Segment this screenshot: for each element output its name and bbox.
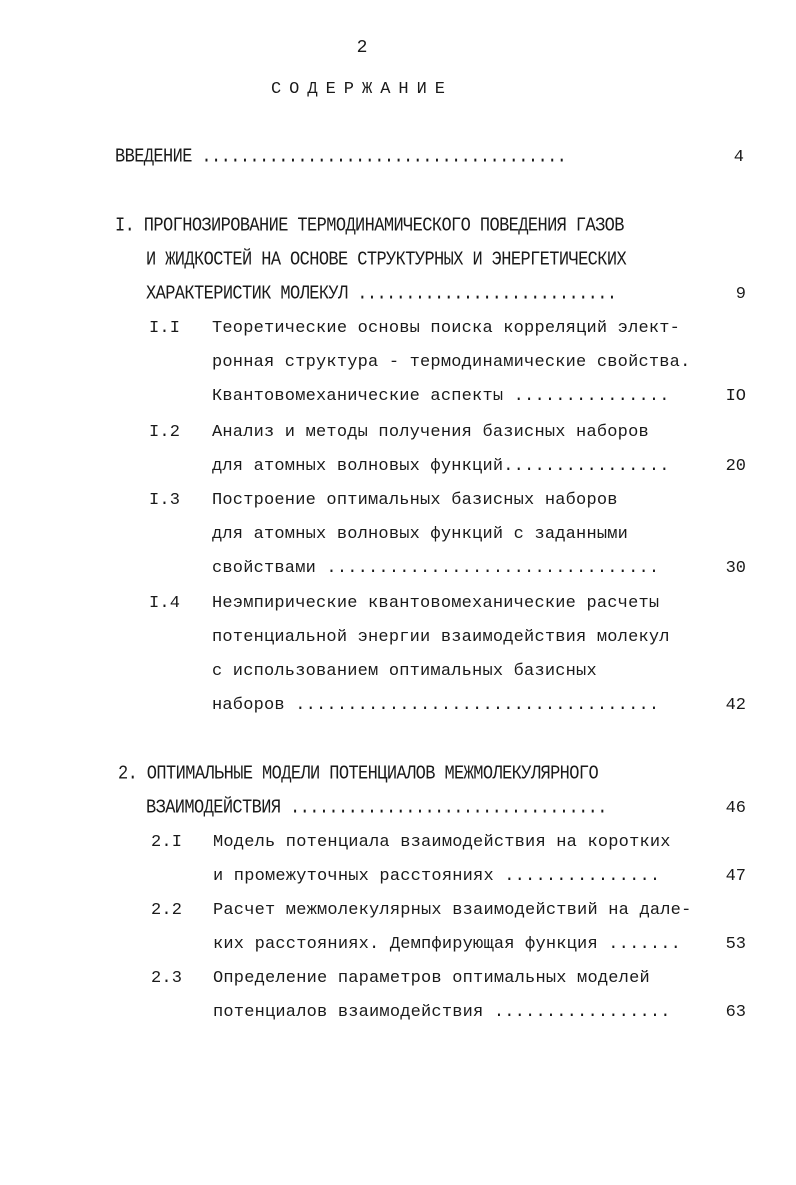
toc-chapter-2-line-2: ВЗАИМОДЕЙСТВИЯ ................................. [146,797,607,820]
toc-heading: СОДЕРЖАНИЕ [270,80,454,99]
toc-section-1-3-line-2: для атомных волновых функций с заданными [212,525,629,544]
toc-section-2-2-line-2: ких расстояниях. Демпфирующая функция ....... [213,935,682,954]
toc-section-2-3-line-2: потенциалов взаимодействия ................. [213,1003,671,1022]
toc-section-2-3-page: 63 [725,1003,746,1022]
toc-section-1-4-line-2: потенциальной энергии взаимодействия молекул [212,628,670,647]
toc-chapter-2-line-1: 2. ОПТИМАЛЬНЫЕ МОДЕЛИ ПОТЕНЦИАЛОВ МЕЖМОЛЕКУЛЯРНОГО [118,763,599,786]
toc-section-1-2-line-2: для атомных волновых функций................ [212,457,670,476]
toc-section-2-1-page: 47 [725,867,746,886]
toc-section-number: I.3 [149,491,181,510]
toc-section-number: 2.I [151,833,183,852]
toc-section-1-2-line-1: Анализ и методы получения базисных наборов [212,423,649,442]
toc-section-number: I.I [149,319,181,338]
toc-section-2-2-page: 53 [725,935,746,954]
toc-section-number: 2.2 [151,901,183,920]
toc-section-1-1-page: IO [725,387,746,406]
toc-chapter-1-line-1: I. ПРОГНОЗИРОВАНИЕ ТЕРМОДИНАМИЧЕСКОГО ПОВЕДЕНИЯ ГАЗОВ [115,215,624,238]
toc-chapter-1-line-2: И ЖИДКОСТЕЙ НА ОСНОВЕ СТРУКТУРНЫХ И ЭНЕРГЕТИЧЕСКИХ [146,249,627,272]
toc-section-2-2-line-1: Расчет межмолекулярных взаимодействий на дале- [213,901,692,920]
toc-section-2-1-line-2: и промежуточных расстояниях ............... [213,867,661,886]
toc-section-number: I.2 [149,423,181,442]
toc-section-1-3-line-1: Построение оптимальных базисных наборов [212,491,618,510]
toc-section-1-1-line-3: Квантовомеханические аспекты ............... [212,387,670,406]
toc-section-2-3-line-1: Определение параметров оптимальных моделей [213,969,650,988]
toc-section-1-3-line-3: свойствами ................................ [212,559,660,578]
toc-section-1-4-line-3: с использованием оптимальных базисных [212,662,597,681]
toc-section-1-1-line-2: ронная структура - термодинамические свойства. [212,353,691,372]
toc-section-1-3-page: 30 [725,559,746,578]
toc-section-1-4-line-1: Неэмпирические квантовомеханические расчеты [212,594,660,613]
toc-section-1-4-page: 42 [725,696,746,715]
toc-section-number: 2.3 [151,969,183,988]
page-number: 2 [356,38,368,58]
toc-section-1-4-line-4: наборов ................................... [212,696,660,715]
toc-entry-introduction-line: ВВЕДЕНИЕ ...................................... [115,146,567,169]
toc-section-2-1-line-1: Модель потенциала взаимодействия на коротких [213,833,671,852]
toc-chapter-2-page: 46 [725,799,746,818]
toc-entry-introduction-page: 4 [733,148,744,167]
toc-section-1-2-page: 20 [725,457,746,476]
toc-section-1-1-line-1: Теоретические основы поиска корреляций элект- [212,319,681,338]
toc-chapter-1-line-3: ХАРАКТЕРИСТИК МОЛЕКУЛ ........................... [146,283,617,306]
toc-chapter-1-page: 9 [735,285,746,304]
toc-section-number: I.4 [149,594,181,613]
